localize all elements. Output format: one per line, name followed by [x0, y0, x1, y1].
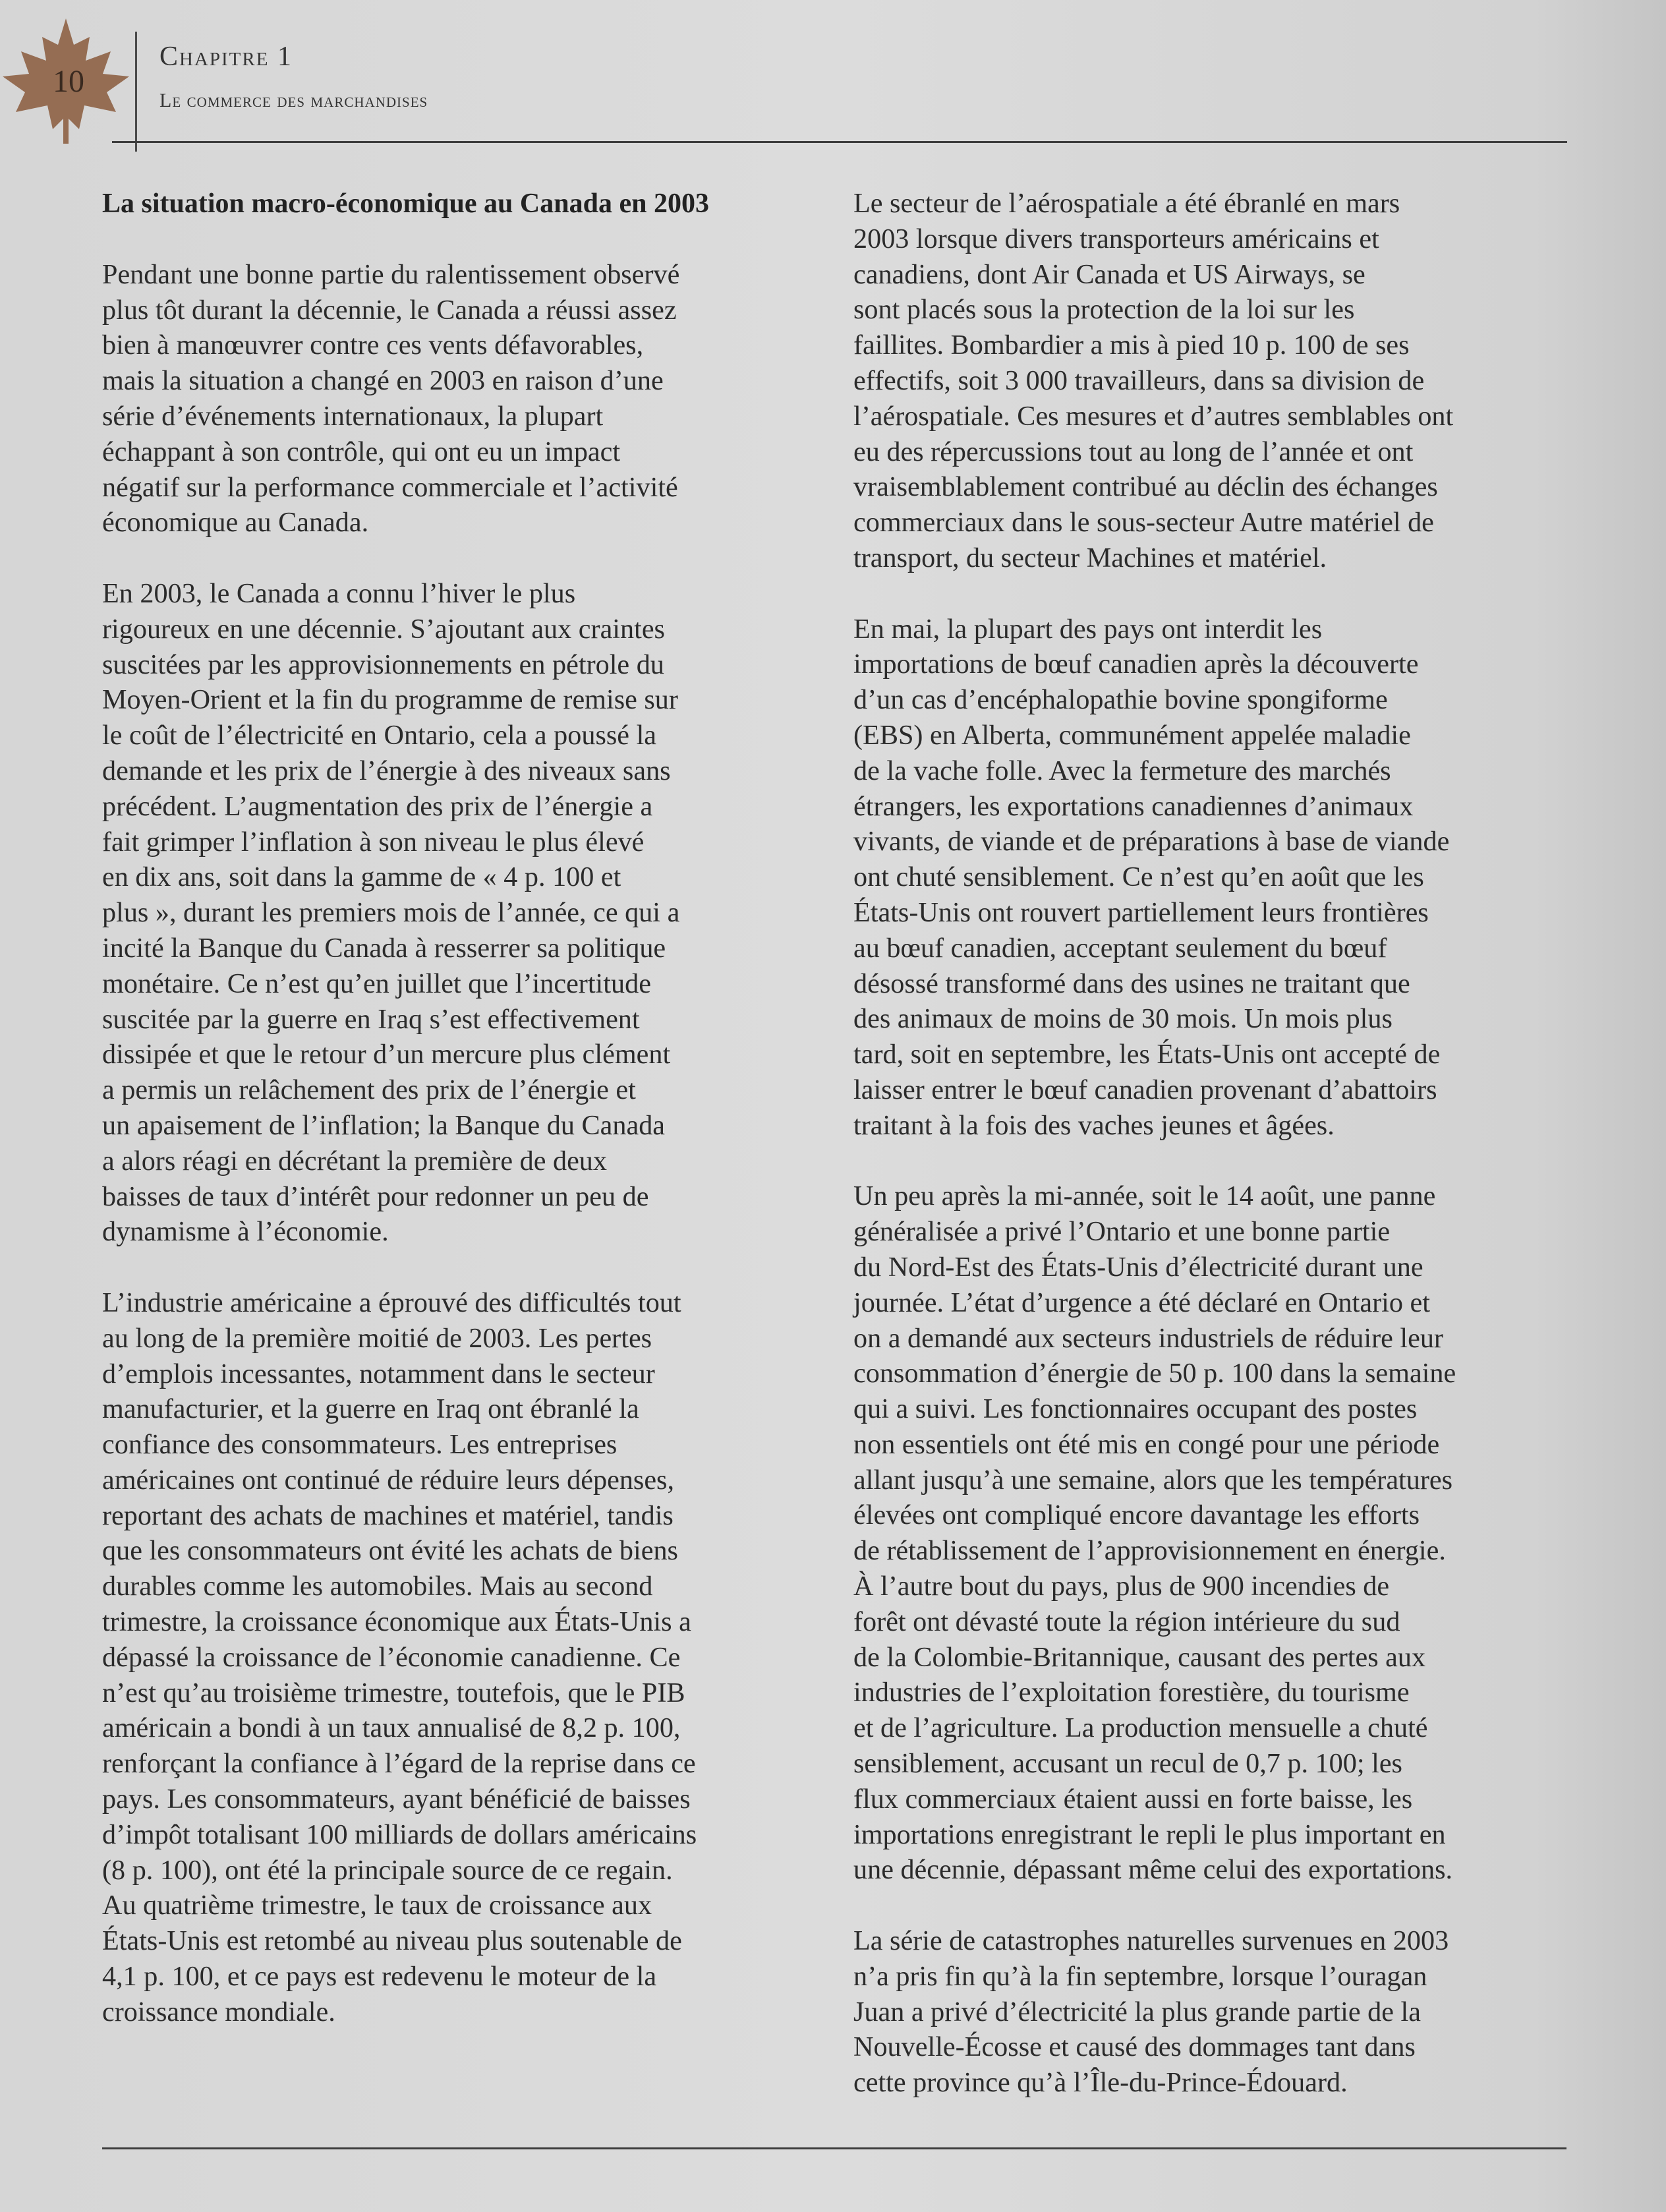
- text-line: au bœuf canadien, acceptant seulement du bœuf: [853, 932, 1387, 964]
- text-line: de la vache folle. Avec la fermeture des marchés: [853, 755, 1391, 786]
- text-line: du Nord-Est des États-Unis d’électricité durant une: [853, 1251, 1423, 1283]
- text-line: croissance mondiale.: [102, 1996, 335, 2027]
- footer-rule: [102, 2147, 1566, 2149]
- paragraph: [102, 257, 820, 540]
- text-line: une décennie, dépassant même celui des exportations.: [853, 1854, 1453, 1886]
- text-line: plus », durant les premiers mois de l’année, ce qui a: [102, 897, 680, 929]
- text-line: Un peu après la mi-année, soit le 14 août, une panne: [853, 1180, 1436, 1212]
- text-line: et de l’agriculture. La production mensuelle a chuté: [853, 1712, 1428, 1744]
- text-line: un apaisement de l’inflation; la Banque du Canada: [102, 1109, 666, 1141]
- section-heading: La situation macro-économique au Canada en 2003: [102, 189, 709, 219]
- text-line: que les consommateurs ont évité les achats de biens: [102, 1535, 678, 1567]
- text-line: élevées ont compliqué encore davantage les efforts: [853, 1499, 1420, 1531]
- text-line: faillites. Bombardier a mis à pied 10 p. 100 de ses: [853, 330, 1410, 361]
- text-line: États-Unis ont rouvert partiellement leurs frontières: [853, 896, 1429, 928]
- text-line: En 2003, le Canada a connu l’hiver le plus: [102, 577, 576, 609]
- header-rule: [112, 141, 1567, 143]
- text-line: confiance des consommateurs. Les entreprises: [102, 1429, 618, 1461]
- text-line: dissipée et que le retour d’un mercure plus clément: [102, 1039, 671, 1070]
- text-line: américaines ont continué de réduire leurs dépenses,: [102, 1464, 675, 1496]
- text-line: qui a suivi. Les fonctionnaires occupant des postes: [853, 1393, 1418, 1425]
- text-line: 4,1 p. 100, et ce pays est redevenu le moteur de la: [102, 1961, 657, 1993]
- text-line: importations de bœuf canadien après la découverte: [853, 649, 1419, 680]
- text-line: a permis un relâchement des prix de l’énergie et: [102, 1074, 636, 1106]
- text-line: manufacturier, et la guerre en Iraq ont ébranlé la: [102, 1393, 639, 1425]
- text-line: Nouvelle-Écosse et causé des dommages tant dans: [853, 2031, 1416, 2063]
- text-line: trimestre, la croissance économique aux États-Unis a: [102, 1606, 691, 1638]
- text-line: Pendant une bonne partie du ralentissement observé: [102, 258, 680, 290]
- text-line: canadiens, dont Air Canada et US Airways, se: [853, 258, 1365, 290]
- text-line: dépassé la croissance de l’économie canadienne. Ce: [102, 1641, 681, 1673]
- text-line: (8 p. 100), ont été la principale source de ce regain.: [102, 1854, 673, 1886]
- text-line: négatif sur la performance commerciale et l’activité: [102, 471, 678, 503]
- text-line: consommation d’énergie de 50 p. 100 dans la semaine: [853, 1358, 1456, 1389]
- text-line: baisses de taux d’intérêt pour redonner un peu de: [102, 1180, 649, 1212]
- text-line: rigoureux en une décennie. S’ajoutant aux craintes: [102, 613, 665, 645]
- text-line: échappant à son contrôle, qui ont eu un impact: [102, 436, 621, 467]
- text-line: le coût de l’électricité en Ontario, cela a poussé la: [102, 720, 657, 751]
- text-line: transport, du secteur Machines et matériel.: [853, 542, 1327, 573]
- text-line: n’est qu’au troisième trimestre, toutefois, que le PIB: [102, 1677, 685, 1708]
- text-line: reportant des achats de machines et matériel, tandis: [102, 1499, 674, 1531]
- text-line: pays. Les consommateurs, ayant bénéficié de baisses: [102, 1784, 691, 1815]
- chapter-label: Chapitre 1: [159, 42, 293, 72]
- text-line: dynamisme à l’économie.: [102, 1216, 389, 1248]
- text-line: commerciaux dans le sous-secteur Autre matériel de: [853, 507, 1434, 538]
- text-line: eu des répercussions tout au long de l’année et ont: [853, 436, 1414, 467]
- text-line: on a demandé aux secteurs industriels de réduire leur: [853, 1322, 1443, 1354]
- text-line: durables comme les automobiles. Mais au second: [102, 1571, 653, 1602]
- text-line: demande et les prix de l’énergie à des niveaux sans: [102, 755, 671, 786]
- header-divider: [135, 32, 137, 152]
- text-line: États-Unis est retombé au niveau plus soutenable de: [102, 1925, 682, 1957]
- text-line: traitant à la fois des vaches jeunes et âgées.: [853, 1109, 1335, 1141]
- text-line: industries de l’exploitation forestière, du tourisme: [853, 1677, 1410, 1708]
- text-line: laisser entrer le bœuf canadien provenant d’abattoirs: [853, 1074, 1437, 1105]
- paragraph: [853, 612, 1572, 1144]
- paragraph: [102, 1285, 820, 2030]
- text-line: (EBS) en Alberta, communément appelée maladie: [853, 719, 1411, 751]
- text-line: ont chuté sensiblement. Ce n’est qu’en août que les: [853, 861, 1424, 893]
- left-column: [102, 186, 820, 2065]
- page-number: 10: [53, 64, 84, 99]
- text-line: bien à manœuvrer contre ces vents défavorables,: [102, 330, 644, 361]
- text-line: étrangers, les exportations canadiennes d’animaux: [853, 790, 1414, 822]
- text-line: précédent. L’augmentation des prix de l’énergie a: [102, 790, 653, 822]
- text-line: d’impôt totalisant 100 milliards de dollars américains: [102, 1819, 697, 1850]
- text-line: fait grimper l’inflation à son niveau le plus élevé: [102, 826, 645, 858]
- text-line: À l’autre bout du pays, plus de 900 incendies de: [853, 1571, 1390, 1602]
- text-line: au long de la première moitié de 2003. Les pertes: [102, 1322, 652, 1354]
- text-line: suscitée par la guerre en Iraq s’est effectivement: [102, 1003, 640, 1035]
- text-line: vraisemblablement contribué au déclin des échanges: [853, 471, 1438, 503]
- text-line: d’un cas d’encéphalopathie bovine spongiforme: [853, 684, 1388, 716]
- text-line: Au quatrième trimestre, le taux de croissance aux: [102, 1890, 652, 1921]
- text-line: des animaux de moins de 30 mois. Un mois plus: [853, 1003, 1393, 1035]
- text-line: 2003 lorsque divers transporteurs américains et: [853, 223, 1379, 254]
- text-line: non essentiels ont été mis en congé pour une période: [853, 1428, 1440, 1460]
- right-column: [853, 186, 1572, 2136]
- text-line: l’aérospatiale. Ces mesures et d’autres semblables ont: [853, 400, 1454, 432]
- text-line: Juan a privé d’électricité la plus grande partie de la: [853, 1996, 1421, 2027]
- text-line: importations enregistrant le repli le plus important en: [853, 1819, 1446, 1850]
- text-line: tard, soit en septembre, les États-Unis ont accepté de: [853, 1039, 1441, 1070]
- paragraph: [853, 1179, 1572, 1888]
- text-line: Le secteur de l’aérospatiale a été ébranlé en mars: [853, 188, 1400, 219]
- text-line: L’industrie américaine a éprouvé des difficultés tout: [102, 1287, 681, 1318]
- text-line: économique au Canada.: [102, 507, 369, 538]
- text-line: plus tôt durant la décennie, le Canada a réussi assez: [102, 294, 677, 326]
- text-line: de la Colombie-Britannique, causant des pertes aux: [853, 1641, 1426, 1673]
- text-line: sensiblement, accusant un recul de 0,7 p. 100; les: [853, 1748, 1402, 1780]
- text-line: a alors réagi en décrétant la première de deux: [102, 1145, 607, 1177]
- text-line: sont placés sous la protection de la loi sur les: [853, 294, 1355, 326]
- text-line: série d’événements internationaux, la plupart: [102, 400, 604, 432]
- text-line: monétaire. Ce n’est qu’en juillet que l’incertitude: [102, 968, 651, 999]
- text-line: désossé transformé dans des usines ne traitant que: [853, 968, 1410, 999]
- text-line: effectifs, soit 3 000 travailleurs, dans sa division de: [853, 364, 1425, 396]
- text-line: n’a pris fin qu’à la fin septembre, lorsque l’ouragan: [853, 1960, 1427, 1992]
- text-line: américain a bondi à un taux annualisé de 8,2 p. 100,: [102, 1712, 681, 1744]
- text-line: incité la Banque du Canada à resserrer sa politique: [102, 932, 666, 964]
- text-line: En mai, la plupart des pays ont interdit les: [853, 613, 1323, 645]
- text-line: La série de catastrophes naturelles survenues en 2003: [853, 1925, 1449, 1957]
- text-line: allant jusqu’à une semaine, alors que les températures: [853, 1464, 1453, 1496]
- paragraph: [102, 576, 820, 1250]
- chapter-subtitle: Le commerce des marchandises: [159, 90, 428, 111]
- text-line: renforçant la confiance à l’égard de la reprise dans ce: [102, 1748, 696, 1780]
- text-line: généralisée a privé l’Ontario et une bonne partie: [853, 1216, 1391, 1248]
- text-line: cette province qu’à l’Île-du-Prince-Édouard.: [853, 2067, 1348, 2099]
- paragraph: [853, 1923, 1572, 2101]
- text-line: journée. L’état d’urgence a été déclaré en Ontario et: [853, 1287, 1430, 1318]
- text-line: mais la situation a changé en 2003 en raison d’une: [102, 365, 664, 397]
- text-line: vivants, de viande et de préparations à base de viande: [853, 826, 1450, 858]
- text-line: d’emplois incessantes, notamment dans le secteur: [102, 1358, 655, 1389]
- text-line: Moyen-Orient et la fin du programme de remise sur: [102, 684, 678, 716]
- text-line: flux commerciaux étaient aussi en forte baisse, les: [853, 1783, 1413, 1815]
- text-line: en dix ans, soit dans la gamme de « 4 p. 100 et: [102, 861, 621, 893]
- text-line: suscitées par les approvisionnements en pétrole du: [102, 649, 664, 680]
- text-line: de rétablissement de l’approvisionnement en énergie.: [853, 1535, 1446, 1567]
- paragraph: [853, 186, 1572, 576]
- text-line: forêt ont dévasté toute la région intérieure du sud: [853, 1606, 1400, 1637]
